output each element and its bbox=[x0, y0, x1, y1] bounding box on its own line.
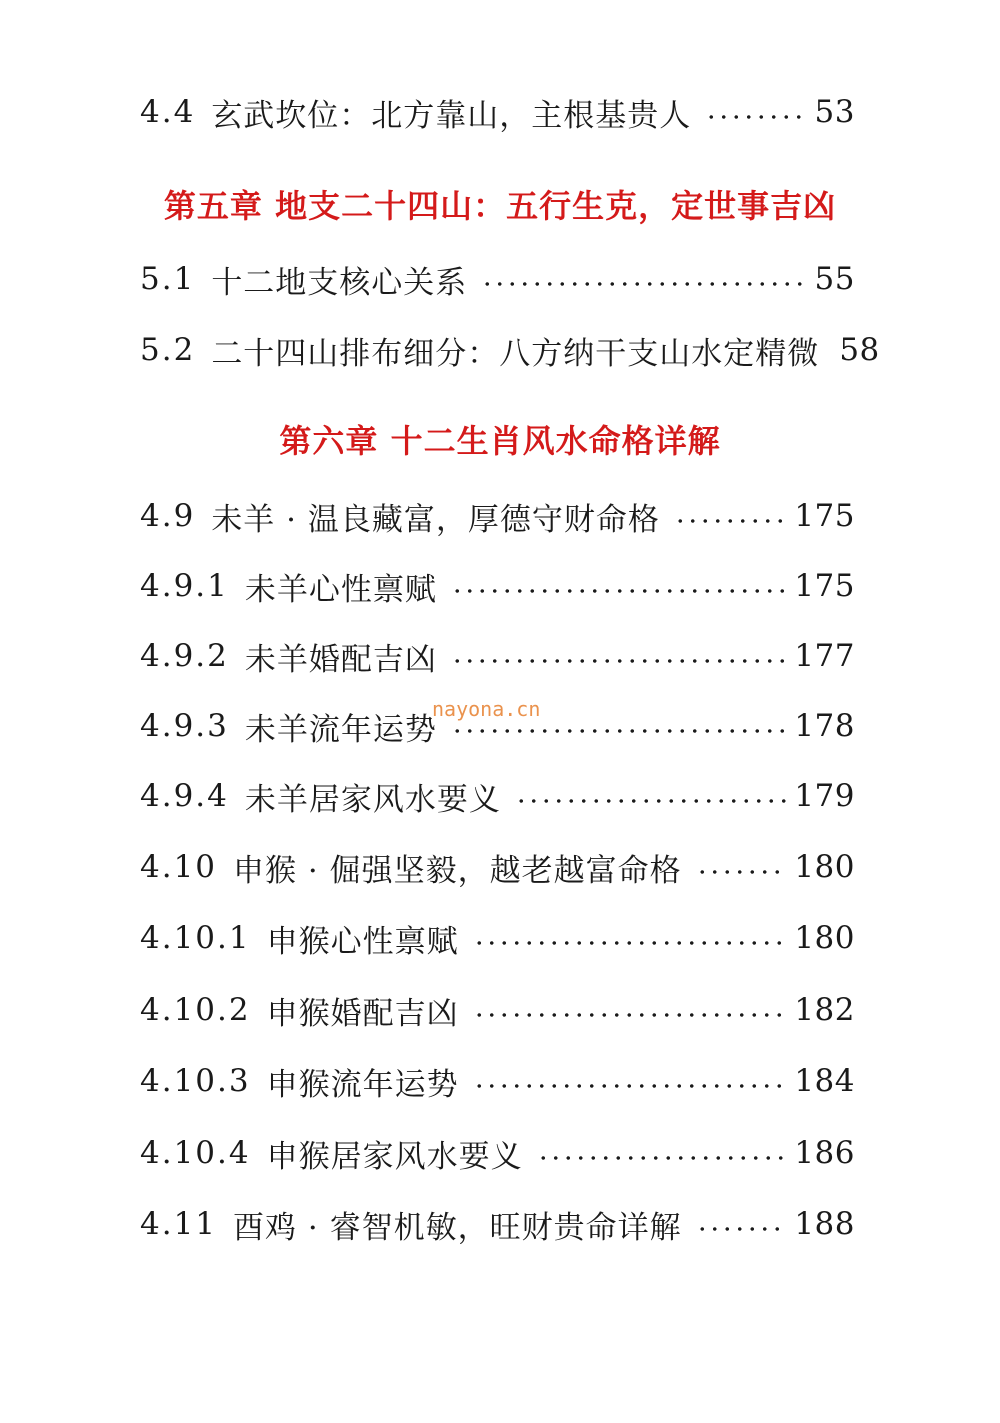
watermark-text: nayona.cn bbox=[432, 697, 541, 721]
toc-entry-page: 180 bbox=[794, 849, 855, 885]
toc-entry-title: 申猴居家风水要义 bbox=[266, 1138, 523, 1175]
toc-entry-number: 4.10.4 bbox=[140, 1135, 251, 1171]
toc-leader-dots bbox=[537, 1156, 789, 1160]
toc-entry-page: 58 bbox=[839, 332, 880, 368]
toc-entry-page: 55 bbox=[814, 261, 855, 297]
toc-entry-title: 申猴 · 倔强坚毅，越老越富命格 bbox=[233, 852, 682, 889]
toc-leader-dots bbox=[696, 1227, 789, 1231]
toc-entry[interactable] bbox=[140, 631, 855, 681]
toc-leader-dots bbox=[473, 941, 789, 945]
toc-entry-number: 4.10.1 bbox=[140, 920, 251, 956]
toc-entry-title: 未羊居家风水要义 bbox=[244, 781, 501, 818]
toc-entry-page: 177 bbox=[794, 638, 855, 674]
toc-entry-title: 玄武坎位：北方靠山，主根基贵人 bbox=[211, 97, 692, 134]
toc-entry-title: 十二地支核心关系 bbox=[211, 264, 468, 301]
toc-entry-number: 4.10 bbox=[140, 849, 218, 885]
toc-entry[interactable] bbox=[140, 913, 855, 963]
toc-entry-number: 4.11 bbox=[140, 1206, 218, 1242]
toc-entry-number: 4.9 bbox=[140, 498, 196, 534]
toc-leader-dots bbox=[674, 519, 788, 523]
toc-entry[interactable] bbox=[140, 254, 855, 304]
toc-entry-number: 4.9.3 bbox=[140, 708, 229, 744]
toc-entry-page: 182 bbox=[794, 992, 855, 1028]
toc-entry[interactable] bbox=[140, 985, 855, 1035]
toc-entry[interactable] bbox=[140, 1128, 855, 1178]
toc-entry-number: 4.4 bbox=[140, 94, 196, 130]
toc-entry-title: 申猴心性禀赋 bbox=[266, 923, 459, 960]
toc-leader-dots bbox=[473, 1013, 789, 1017]
toc-entry-title: 申猴婚配吉凶 bbox=[266, 995, 459, 1032]
toc-entry-title: 未羊流年运势 bbox=[244, 711, 437, 748]
toc-entry[interactable] bbox=[140, 771, 855, 821]
toc-entry-number: 4.10.3 bbox=[140, 1063, 251, 1099]
toc-entry[interactable] bbox=[140, 842, 855, 892]
chapter-heading-5: 第五章 地支二十四山：五行生克，定世事吉凶 bbox=[163, 187, 837, 225]
chapter-heading-6: 第六章 十二生肖风水命格详解 bbox=[279, 422, 721, 460]
toc-leader-dots bbox=[515, 799, 788, 803]
toc-leader-dots bbox=[451, 729, 788, 733]
toc-leader-dots bbox=[451, 659, 788, 663]
toc-entry-title: 未羊婚配吉凶 bbox=[244, 641, 437, 678]
toc-entry-page: 179 bbox=[794, 778, 855, 814]
toc-entry-page: 178 bbox=[794, 708, 855, 744]
toc-entry-page: 186 bbox=[794, 1135, 855, 1171]
toc-entry-title: 未羊 · 温良藏富，厚德守财命格 bbox=[211, 501, 660, 538]
toc-entry-title: 未羊心性禀赋 bbox=[244, 571, 437, 608]
toc-entry-page: 175 bbox=[794, 498, 855, 534]
toc-leader-dots bbox=[473, 1084, 789, 1088]
toc-entry[interactable] bbox=[140, 561, 855, 611]
toc-entry-page: 175 bbox=[794, 568, 855, 604]
toc-entry[interactable] bbox=[140, 87, 855, 137]
toc-entry-title: 申猴流年运势 bbox=[266, 1066, 459, 1103]
toc-leader-dots bbox=[705, 115, 808, 119]
toc-entry-number: 4.9.1 bbox=[140, 568, 229, 604]
toc-entry[interactable] bbox=[140, 1056, 855, 1106]
toc-entry-number: 5.1 bbox=[140, 261, 196, 297]
toc-entry[interactable] bbox=[140, 491, 855, 541]
toc-entry-page: 180 bbox=[794, 920, 855, 956]
toc-entry[interactable] bbox=[140, 1199, 855, 1249]
toc-leader-dots bbox=[481, 282, 808, 286]
toc-entry-number: 4.10.2 bbox=[140, 992, 251, 1028]
toc-entry-number: 5.2 bbox=[140, 332, 196, 368]
toc-entry-page: 184 bbox=[794, 1063, 855, 1099]
toc-entry-title: 二十四山排布细分：八方纳干支山水定精微 bbox=[211, 335, 820, 372]
toc-entry-title: 酉鸡 · 睿智机敏，旺财贵命详解 bbox=[233, 1209, 682, 1246]
toc-leader-dots bbox=[451, 589, 788, 593]
toc-entry-page: 53 bbox=[814, 94, 855, 130]
toc-entry-page: 188 bbox=[794, 1206, 855, 1242]
toc-entry-number: 4.9.4 bbox=[140, 778, 229, 814]
toc-leader-dots bbox=[696, 870, 789, 874]
toc-entry[interactable] bbox=[140, 325, 880, 375]
toc-entry-number: 4.9.2 bbox=[140, 638, 229, 674]
